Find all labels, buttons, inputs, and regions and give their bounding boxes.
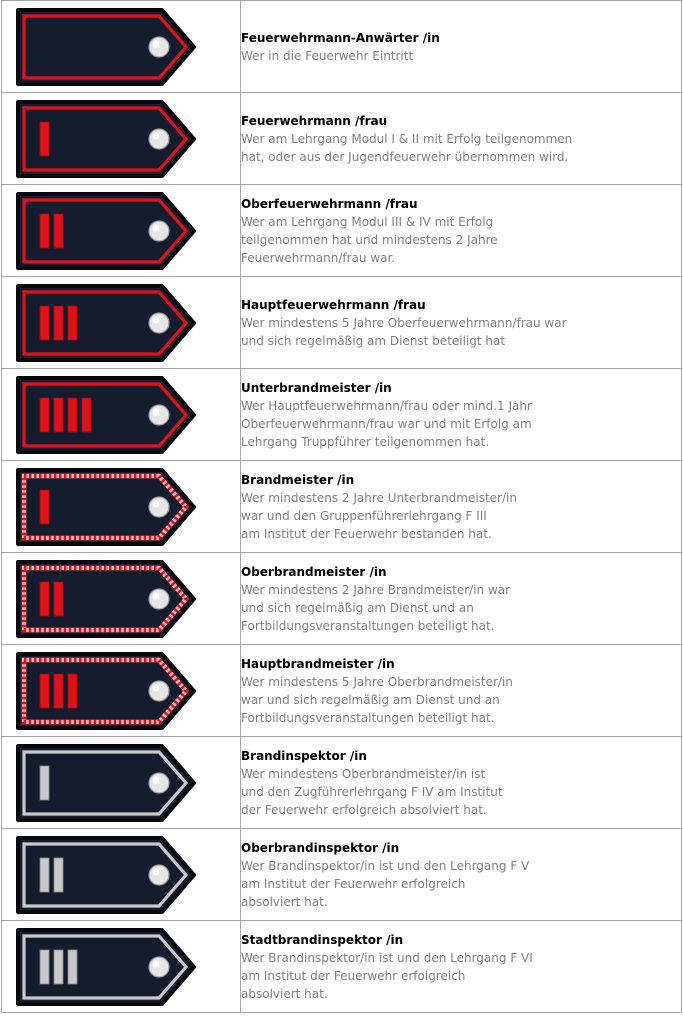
table-row — [2, 645, 682, 737]
rank-bar — [54, 214, 63, 248]
board-button — [149, 865, 169, 885]
rank-bar — [68, 950, 77, 984]
board-button-highlight — [153, 316, 160, 323]
board-button-highlight — [153, 500, 160, 507]
shoulder-board-icon — [16, 7, 198, 87]
rank-text-cell — [241, 921, 682, 1013]
table-row — [2, 277, 682, 369]
rank-bar — [68, 398, 77, 432]
board-button — [149, 129, 169, 149]
rank-text-cell — [241, 277, 682, 369]
rank-text-cell — [241, 185, 682, 277]
rank-bar — [40, 214, 49, 248]
rank-bar — [40, 950, 49, 984]
rank-description: Wer Brandinspektor/in ist und den Lehrgang F V am Institut der Feuerwehr erfolgreich absolviert hat. — [241, 858, 530, 909]
rank-bar — [40, 490, 49, 524]
rank-title: Hauptfeuerwehrmann /frau — [241, 297, 426, 312]
shoulder-board-icon — [16, 559, 198, 639]
rank-bar — [68, 674, 77, 708]
board-button — [149, 221, 169, 241]
table-row — [2, 93, 682, 185]
rank-bar — [40, 858, 49, 892]
rank-title: Hauptbrandmeister /in — [241, 656, 395, 671]
rank-bar — [54, 306, 63, 340]
rank-text-cell — [241, 369, 682, 461]
board-button — [149, 37, 169, 57]
rank-text-cell — [241, 645, 682, 737]
rank-description: Wer in die Feuerwehr Eintritt — [241, 48, 414, 63]
rank-bar — [54, 858, 63, 892]
rank-description: Wer mindestens 5 Jahre Oberbrandmeister/in war und sich regelmäßig am Dienst und an Fortbildungsveranstaltungen beteiligt hat. — [241, 674, 513, 725]
table-row — [2, 461, 682, 553]
rank-insignia-cell — [2, 645, 241, 737]
rank-title: Brandmeister /in — [241, 472, 355, 487]
rank-bar — [54, 950, 63, 984]
board-button-highlight — [153, 592, 160, 599]
rank-insignia-cell — [2, 737, 241, 829]
table-row — [2, 369, 682, 461]
rank-text-cell — [241, 553, 682, 645]
rank-text-cell — [241, 829, 682, 921]
board-button-highlight — [153, 960, 160, 967]
rank-title: Oberfeuerwehrmann /frau — [241, 196, 418, 211]
rank-table — [1, 0, 682, 1013]
shoulder-board-icon — [16, 927, 198, 1007]
rank-description: Wer Brandinspektor/in ist und den Lehrgang F VI am Institut der Feuerwehr erfolgreich absolviert hat. — [241, 950, 533, 1001]
rank-bar — [54, 582, 63, 616]
board-button-highlight — [153, 40, 160, 47]
rank-text-cell — [241, 93, 682, 185]
rank-table-body — [2, 1, 682, 1013]
rank-bar — [54, 398, 63, 432]
rank-title: Feuerwehrmann /frau — [241, 113, 388, 128]
shoulder-board-icon — [16, 835, 198, 915]
rank-bar — [40, 122, 49, 156]
rank-bar — [68, 306, 77, 340]
board-button-highlight — [153, 224, 160, 231]
rank-text-cell — [241, 461, 682, 553]
board-button-highlight — [153, 868, 160, 875]
table-row — [2, 829, 682, 921]
rank-insignia-cell — [2, 185, 241, 277]
rank-bar — [40, 306, 49, 340]
board-button — [149, 957, 169, 977]
shoulder-board-icon — [16, 191, 198, 271]
table-row — [2, 737, 682, 829]
rank-text-cell — [241, 737, 682, 829]
rank-text-cell — [241, 1, 682, 93]
rank-description: Wer mindestens 2 Jahre Unterbrandmeister/in war und den Gruppenführerlehrgang F III am Institut der Feuerwehr bestanden hat. — [241, 490, 517, 541]
shoulder-board-icon — [16, 467, 198, 547]
board-button-highlight — [153, 684, 160, 691]
rank-insignia-cell — [2, 93, 241, 185]
rank-bar — [40, 766, 49, 800]
shoulder-board-icon — [16, 651, 198, 731]
board-button-highlight — [153, 408, 160, 415]
rank-description: Wer am Lehrgang Modul I & II mit Erfolg teilgenommen hat, oder aus der Jugendfeuerwehr übernommen wird. — [241, 131, 573, 164]
rank-insignia-cell — [2, 1, 241, 93]
rank-description: Wer mindestens Oberbrandmeister/in ist und den Zugführerlehrgang F IV am Institut der Feuerwehr erfolgreich absolviert hat. — [241, 766, 503, 817]
rank-description: Wer mindestens 2 Jahre Brandmeister/in war und sich regelmäßig am Dienst und an Fortbildungsveranstaltungen beteiligt hat. — [241, 582, 511, 633]
table-row — [2, 1, 682, 93]
rank-description: Wer am Lehrgang Modul III & IV mit Erfolg teilgenommen hat und mindestens 2 Jahre Feuerwehrmann/frau war. — [241, 214, 498, 265]
rank-description: Wer Hauptfeuerwehrmann/frau oder mind.1 Jahr Oberfeuerwehrmann/frau war und mit Erfolg am Lehrgang Truppführer teilgenommen hat. — [241, 398, 532, 449]
shoulder-board-icon — [16, 743, 198, 823]
table-row — [2, 553, 682, 645]
rank-insignia-cell — [2, 829, 241, 921]
rank-insignia-cell — [2, 461, 241, 553]
board-button-highlight — [153, 132, 160, 139]
rank-bar — [40, 398, 49, 432]
rank-bar — [82, 398, 91, 432]
rank-bar — [40, 674, 49, 708]
rank-title: Stadtbrandinspektor /in — [241, 932, 404, 947]
board-button — [149, 497, 169, 517]
rank-bar — [54, 674, 63, 708]
shoulder-board-icon — [16, 375, 198, 455]
rank-insignia-cell — [2, 369, 241, 461]
board-button — [149, 313, 169, 333]
board-button — [149, 589, 169, 609]
table-row — [2, 185, 682, 277]
board-button — [149, 681, 169, 701]
shoulder-board-icon — [16, 99, 198, 179]
board-button-highlight — [153, 776, 160, 783]
rank-insignia-cell — [2, 277, 241, 369]
rank-title: Brandinspektor /in — [241, 748, 367, 763]
board-button — [149, 405, 169, 425]
table-row — [2, 921, 682, 1013]
rank-title: Feuerwehrmann-Anwärter /in — [241, 30, 440, 45]
board-button — [149, 773, 169, 793]
rank-description: Wer mindestens 5 Jahre Oberfeuerwehrmann/frau war und sich regelmäßig am Dienst beteiligt hat — [241, 315, 567, 348]
rank-insignia-cell — [2, 921, 241, 1013]
rank-title: Oberbrandmeister /in — [241, 564, 387, 579]
shoulder-board-icon — [16, 283, 198, 363]
rank-bar — [40, 582, 49, 616]
rank-title: Oberbrandinspektor /in — [241, 840, 400, 855]
rank-title: Unterbrandmeister /in — [241, 380, 392, 395]
rank-insignia-cell — [2, 553, 241, 645]
